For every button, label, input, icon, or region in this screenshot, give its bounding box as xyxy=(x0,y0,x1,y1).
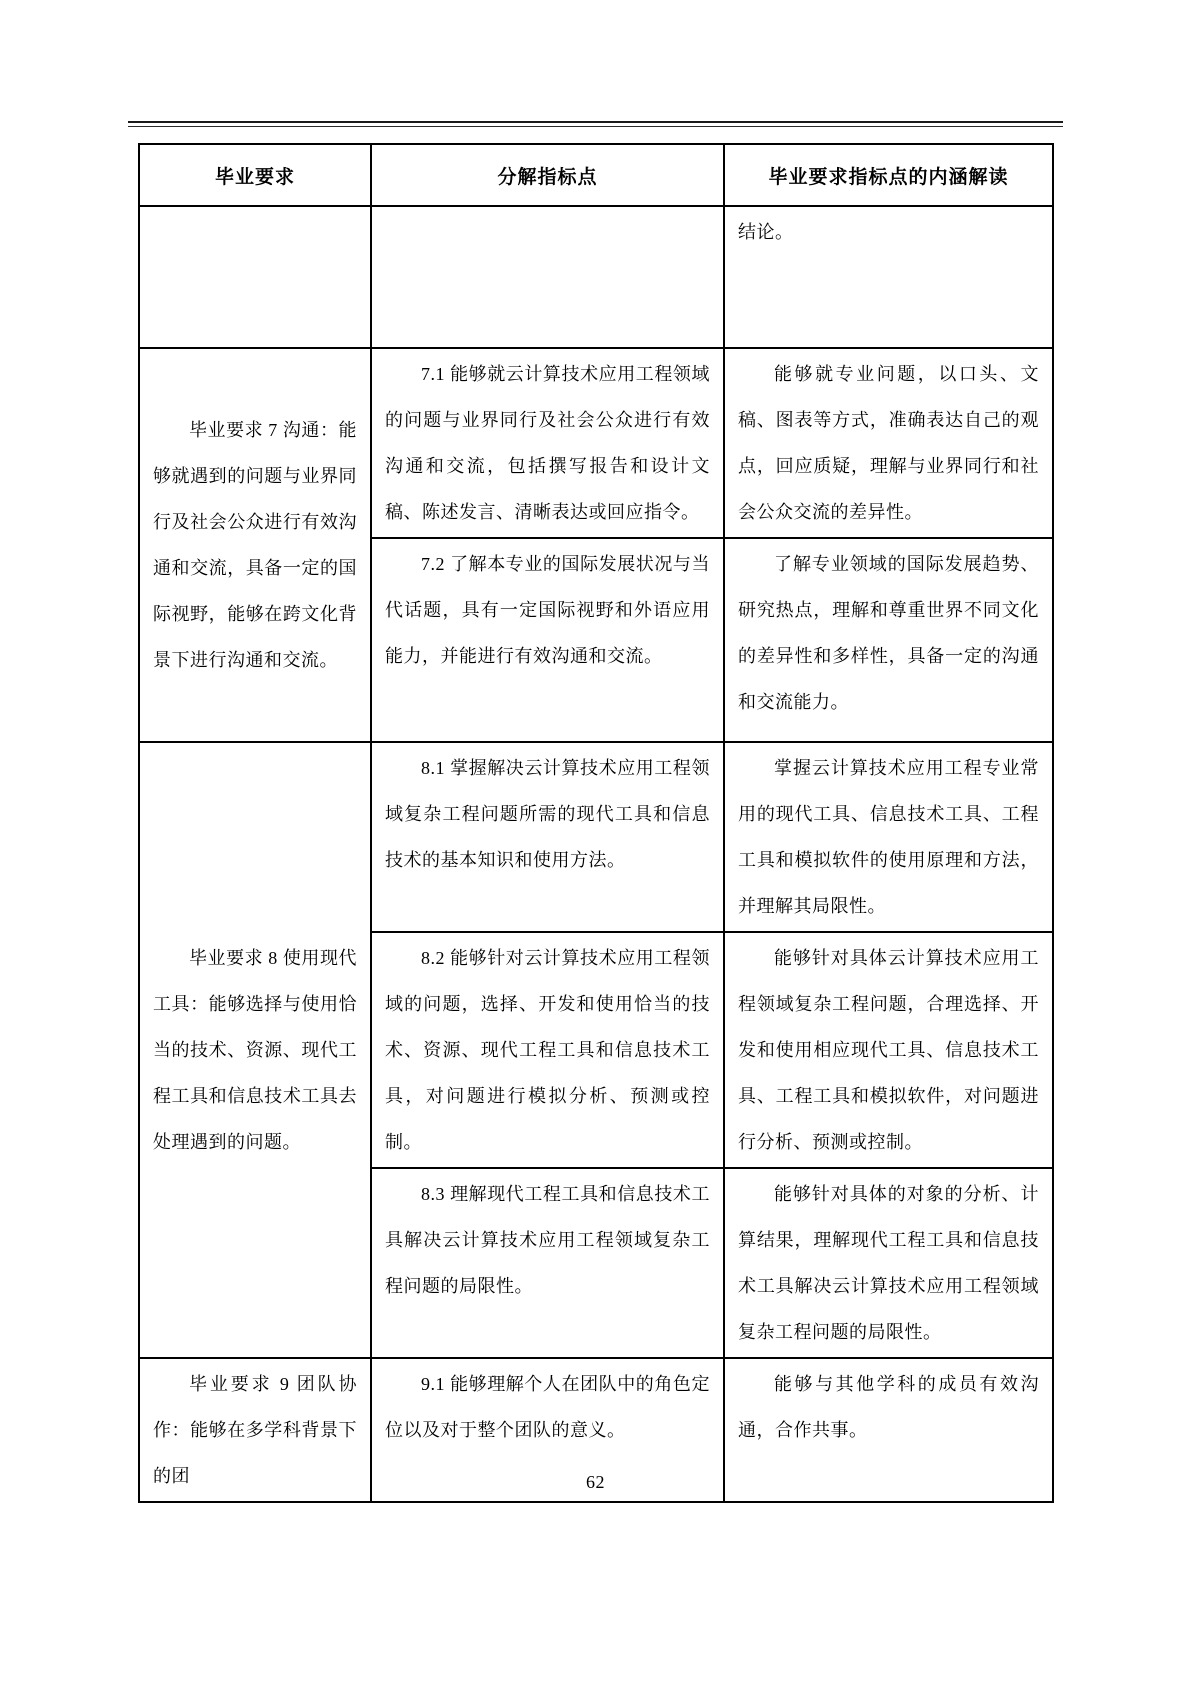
cell-interpretation-7-1 xyxy=(724,348,1053,538)
graduation-requirements-table xyxy=(138,143,1054,1503)
interpretation-7-1-text: 能够就专业问题，以口头、文稿、图表等方式，准确表达自己的观点，回应质疑，理解与业界同行和社会公众交流的差异性。 xyxy=(738,364,1039,522)
point-8-2-text: 8.2 能够针对云计算技术应用工程领域的问题，选择、开发和使用恰当的技术、资源、现代工程工具和信息技术工具，对问题进行模拟分析、预测或控制。 xyxy=(385,948,710,1152)
table-row-7-1 xyxy=(139,348,1053,538)
cell-point-8-2 xyxy=(371,932,724,1168)
header-interpretation: 毕业要求指标点的内涵解读 xyxy=(724,144,1053,206)
cell-continuation-interpretation xyxy=(724,206,1053,348)
point-8-1-text: 8.1 掌握解决云计算技术应用工程领域复杂工程问题所需的现代工具和信息技术的基本知识和使用方法。 xyxy=(385,758,710,870)
interpretation-8-1-text: 掌握云计算技术应用工程专业常用的现代工具、信息技术工具、工程工具和模拟软件的使用原理和方法，并理解其局限性。 xyxy=(738,758,1039,916)
page-number: 62 xyxy=(586,1472,605,1492)
interpretation-8-2-text: 能够针对具体云计算技术应用工程领域复杂工程问题，合理选择、开发和使用相应现代工具、信息技术工具、工程工具和模拟软件，对问题进行分析、预测或控制。 xyxy=(738,948,1039,1152)
point-8-3-text: 8.3 理解现代工程工具和信息技术工具解决云计算技术应用工程领域复杂工程问题的局限性。 xyxy=(385,1184,710,1296)
cell-continuation-requirement xyxy=(139,206,371,348)
point-7-1-text: 7.1 能够就云计算技术应用工程领域的问题与业界同行及社会公众进行有效沟通和交流，包括撰写报告和设计文稿、陈述发言、清晰表达或回应指令。 xyxy=(385,364,710,522)
cell-point-7-2 xyxy=(371,538,724,742)
point-9-1-text: 9.1 能够理解个人在团队中的角色定位以及对于整个团队的意义。 xyxy=(385,1374,710,1440)
interpretation-7-2-text: 了解专业领域的国际发展趋势、研究热点，理解和尊重世界不同文化的差异性和多样性，具备一定的沟通和交流能力。 xyxy=(738,554,1039,712)
cell-interpretation-8-3 xyxy=(724,1168,1053,1358)
point-7-2-text: 7.2 了解本专业的国际发展状况与当代话题，具有一定国际视野和外语应用能力，并能进行有效沟通和交流。 xyxy=(385,554,710,666)
cell-point-7-1 xyxy=(371,348,724,538)
cell-point-8-3 xyxy=(371,1168,724,1358)
requirement-8-text: 毕业要求 8 使用现代工具：能够选择与使用恰当的技术、资源、现代工程工具和信息技术工具去处理遇到的问题。 xyxy=(153,948,357,1152)
table-header-row xyxy=(139,144,1053,206)
cell-requirement-7 xyxy=(139,348,371,742)
cell-interpretation-7-2 xyxy=(724,538,1053,742)
header-indicator-point: 分解指标点 xyxy=(371,144,724,206)
header-graduation-requirement: 毕业要求 xyxy=(139,144,371,206)
cell-interpretation-8-2 xyxy=(724,932,1053,1168)
requirement-7-text: 毕业要求 7 沟通：能够就遇到的问题与业界同行及社会公众进行有效沟通和交流，具备一定的国际视野，能够在跨文化背景下进行沟通和交流。 xyxy=(153,420,357,670)
page-header-rule xyxy=(128,121,1063,127)
cell-interpretation-8-1 xyxy=(724,742,1053,932)
interpretation-8-3-text: 能够针对具体的对象的分析、计算结果，理解现代工程工具和信息技术工具解决云计算技术应用工程领域复杂工程问题的局限性。 xyxy=(738,1184,1039,1342)
table-row-8-1 xyxy=(139,742,1053,932)
cell-continuation-point xyxy=(371,206,724,348)
cell-point-8-1 xyxy=(371,742,724,932)
table-row-continuation xyxy=(139,206,1053,348)
requirement-9-text: 毕业要求 9 团队协作：能够在多学科背景下的团 xyxy=(153,1374,357,1486)
interpretation-9-1-text: 能够与其他学科的成员有效沟通，合作共事。 xyxy=(738,1374,1039,1440)
continuation-text: 结论。 xyxy=(738,222,794,242)
cell-requirement-8 xyxy=(139,742,371,1358)
